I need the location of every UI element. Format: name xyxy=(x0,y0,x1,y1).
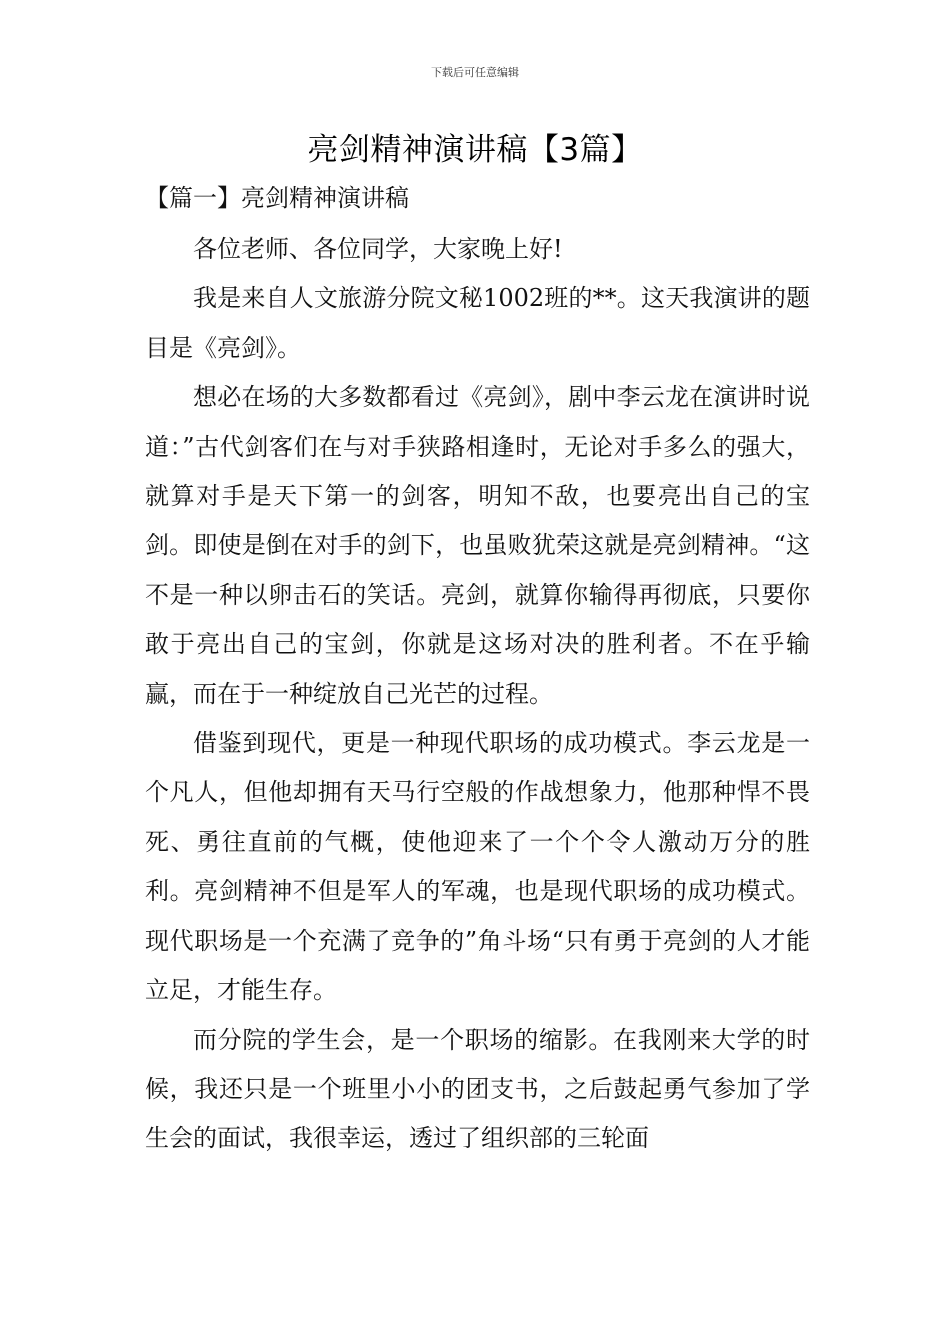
paragraph-intro: 我是来自人文旅游分院文秘1002班的**。这天我演讲的题目是《亮剑》。 xyxy=(145,284,810,362)
paragraph-liangjian-quote: 想必在场的大多数都看过《亮剑》，剧中李云龙在演讲时说道：”古代剑客们在与对手狭路相逢时，无论对手多么的强大，就算对手是天下第一的剑客，明知不敌，也要亮出自己的宝剑。即使是倒在对手的剑下，也虽败犹荣这就是亮剑精神。“这不是一种以卵击石的笑话。亮剑，就算你输得再彻底，只要你敢于亮出自己的宝剑，你就是这场对决的胜利者。不在乎输赢，而在于一种绽放自己光芒的过程。 xyxy=(145,383,810,708)
page-header-note: 下载后可任意编辑 xyxy=(431,66,519,79)
paragraph-modern-workplace: 借鉴到现代，更是一种现代职场的成功模式。李云龙是一个凡人，但他却拥有天马行空般的作战想象力，他那种悍不畏死、勇往直前的气概，使他迎来了一个个令人激动万分的胜利。亮剑精神不但是军人的军魂，也是现代职场的成功模式。现代职场是一个充满了竞争的”角斗场“只有勇于亮剑的人才能立足，才能生存。 xyxy=(145,729,810,1005)
paragraph-greeting: 各位老师、各位同学，大家晚上好! xyxy=(193,235,563,263)
document-body xyxy=(145,225,810,1164)
section-heading: 【篇一】亮剑精神演讲稿 xyxy=(145,184,409,212)
paragraph-student-union: 而分院的学生会，是一个职场的缩影。在我刚来大学的时候，我还只是一个班里小小的团支书，之后鼓起勇气参加了学生会的面试，我很幸运，透过了组织部的三轮面 xyxy=(145,1025,810,1153)
document-title: 亮剑精神演讲稿【3篇】 xyxy=(307,132,643,168)
